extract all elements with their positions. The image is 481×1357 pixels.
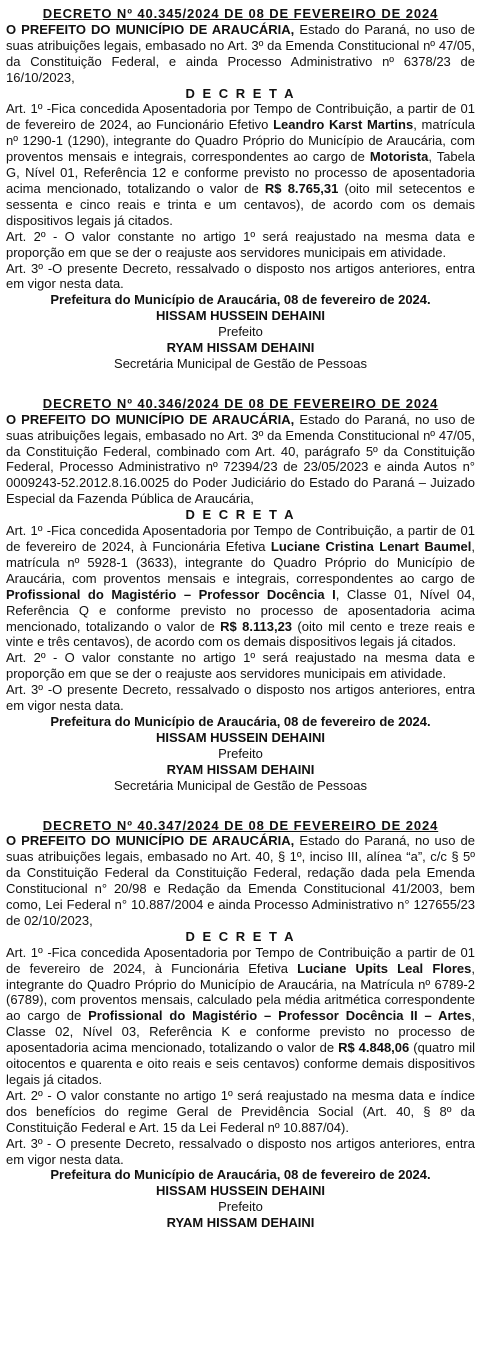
article-3: Art. 3º -O presente Decreto, ressalvado o disposto nos artigos anteriores, entra em vigor nesta data. (6, 682, 475, 714)
decreta-heading: D E C R E T A (185, 85, 296, 101)
article-1-part: Art. 1º -Fica concedida Aposentadoria por Tempo de Contribuição a partir de 01 de fevereiro de 2024, à Funcionária Efetiva (6, 944, 475, 976)
article-1-part: Luciane Upits Leal Flores (297, 960, 472, 976)
place-date: Prefeitura do Município de Araucária, 08 de fevereiro de 2024. (50, 1167, 431, 1183)
decree-preamble (6, 22, 475, 86)
article-2: Art. 2º - O valor constante no artigo 1º será reajustado na mesma data e índice dos benefícios do regime Geral de Previdência Social (Art. 40, § 8º da Constituição Federal e Art. 15 da Lei Federal nº 10.887/04). (6, 1087, 475, 1135)
article-1-part: Luciane Cristina Lenart Baumel (270, 539, 472, 554)
article-1 (6, 945, 475, 1088)
signer-secretary-name: RYAM HISSAM DEHAINI (166, 340, 315, 356)
article-1-part: R$ 8.113,23 (220, 618, 293, 634)
article-1-part: Profissional do Magistério – Professor Docência I (6, 586, 336, 602)
article-1-part: Profissional do Magistério – Professor Docência II – Artes (88, 1008, 472, 1024)
article-1-part: , Classe 01, Nível 04, Referência Q e conforme previsto no processo de aposentadoria acima mencionado, totalizando o valor de (6, 586, 475, 634)
preamble-text: Estado do Paraná, no uso de suas atribuições legais, embasado no Art. 3º da Emenda Constitucional nº 47/05, da Constituição Federal, e ainda Processo Administrativo nº 6378/23 de 16/10/2023, (6, 21, 476, 85)
decree-40347 (6, 818, 475, 1232)
article-1-part: (quatro mil oitocentos e quarenta e oito reais e seis centavos) conforme demais dispositivos legais já citados. (6, 1040, 476, 1087)
decreta-heading: D E C R E T A (185, 507, 296, 523)
signer-mayor-role: Prefeito (218, 1199, 263, 1215)
article-1-part: R$ 4.848,06 (338, 1040, 410, 1056)
decree-preamble (6, 833, 475, 928)
decree-title: DECRETO Nº 40.345/2024 DE 08 DE FEVEREIRO DE 2024 (42, 6, 439, 21)
article-3: Art. 3º - O presente Decreto, ressalvado o disposto nos artigos anteriores, entra em vigor nesta data. (6, 1135, 475, 1167)
signer-secretary-role: Secretária Municipal de Gestão de Pessoas (114, 777, 367, 793)
place-date: Prefeitura do Município de Araucária, 08 de fevereiro de 2024. (50, 713, 431, 729)
signer-mayor-role: Prefeito (218, 324, 263, 340)
article-1 (6, 101, 475, 228)
signer-mayor-name: HISSAM HUSSEIN DEHAINI (155, 1183, 326, 1199)
preamble-authority: O PREFEITO DO MUNICÍPIO DE ARAUCÁRIA, (6, 21, 295, 37)
signer-secretary-name: RYAM HISSAM DEHAINI (166, 761, 315, 777)
article-1-part: Motorista (369, 149, 429, 165)
article-1-part: , matrícula nº 5928-1 (3633), integrante do Quadro Próprio do Município de Araucária, com proventos mensais e integrais, correspondentes ao cargo de (6, 539, 475, 586)
decree-40345 (6, 6, 475, 372)
preamble-text: Estado do Paraná, no uso de suas atribuições legais, embasado no Art. 40, § 1º, inciso III, alínea “a”, c/c § 5º da Constituição Federal da Constituição Federal, redação dada pela Emenda Constitucional n° 20/98 e Redação da Emenda Constitucional 41/2003, bem como, Lei Federal n° 10.887/2004 e ainda Processo Administrativo n° 127655/23 de 02/10/2023, (6, 833, 476, 928)
place-date: Prefeitura do Município de Araucária, 08 de fevereiro de 2024. (50, 292, 431, 308)
decree-40346 (6, 396, 475, 794)
article-1-part: , Tabela G, Nível 01, Referência 12 e conforme previsto no processo de aposentadoria acima mencionado, totalizando o valor de (6, 149, 476, 196)
article-2: Art. 2º - O valor constante no artigo 1º será reajustado na mesma data e proporção em que se der o reajuste aos servidores municipais em atividade. (6, 228, 475, 260)
decree-title: DECRETO Nº 40.347/2024 DE 08 DE FEVEREIRO DE 2024 (42, 817, 439, 833)
decree-title: DECRETO Nº 40.346/2024 DE 08 DE FEVEREIRO DE 2024 (42, 395, 439, 411)
article-1-part: , integrante do Quadro Próprio do Município de Araucária, na Matrícula nº 6789-2 (6789), com proventos mensais, calculado pela média aritmética correspondente ao cargo de (6, 960, 475, 1024)
decree-preamble (6, 412, 475, 507)
preamble-authority: O PREFEITO DO MUNICÍPIO DE ARAUCÁRIA, (6, 833, 295, 849)
article-1-part: (oito mil setecentos e sessenta e cinco reais e trinta e um centavos), de acordo com os demais dispositivos legais já citados. (6, 180, 475, 228)
preamble-authority: O PREFEITO DO MUNICÍPIO DE ARAUCÁRIA, (6, 411, 295, 427)
article-1-part: Leandro Karst Martins (273, 117, 414, 133)
article-1-part: (oito mil cento e treze reais e vinte e três centavos), de acordo com os demais dispositivos legais já citados. (6, 618, 475, 650)
decreta-heading: D E C R E T A (185, 928, 296, 944)
article-2: Art. 2º - O valor constante no artigo 1º será reajustado na mesma data e proporção em que se der o reajuste aos servidores municipais em atividade. (6, 650, 475, 682)
article-1-part: Art. 1º -Fica concedida Aposentadoria por Tempo de Contribuição, a partir de 01 de fevereiro de 2024, ao Funcionário Efetivo (6, 101, 475, 133)
article-1 (6, 523, 475, 650)
article-1-part: , Classe 02, Nível 03, Referência K e conforme previsto no processo de aposentadoria acima mencionado, totalizando o valor de (6, 1008, 475, 1056)
article-1-part: , matrícula nº 1290-1 (1290), integrante do Quadro Próprio do Município de Araucária, com proventos mensais e integrais, correspondentes ao cargo de (6, 117, 475, 165)
preamble-text: Estado do Paraná, no uso de suas atribuições legais, embasado no Art. 3º da Emenda Constitucional nº 47/05, da Constituição Federal, combinado com Art. 40, parágrafo 5º da Constituição Federal, Processo Administrativo nº 72394/23 de 23/05/2023 e ainda Autos n° 0009243-52.2012.8.16.0025 do Poder Judiciário do Estado do Paraná – Juizado Especial da Fazenda Pública de Araucária, (6, 411, 476, 507)
signer-secretary-name: RYAM HISSAM DEHAINI (166, 1215, 315, 1231)
article-1-part: Art. 1º -Fica concedida Aposentadoria por Tempo de Contribuição, a partir de 01 de fevereiro de 2024, à Funcionária Efetiva (6, 523, 475, 554)
article-3: Art. 3º -O presente Decreto, ressalvado o disposto nos artigos anteriores, entra em vigor nesta data. (6, 260, 475, 292)
article-1-part: R$ 8.765,31 (264, 180, 339, 196)
signer-mayor-name: HISSAM HUSSEIN DEHAINI (155, 308, 326, 324)
signer-secretary-role: Secretária Municipal de Gestão de Pessoas (114, 355, 367, 371)
signer-mayor-name: HISSAM HUSSEIN DEHAINI (155, 729, 326, 745)
signer-mayor-role: Prefeito (218, 745, 263, 761)
